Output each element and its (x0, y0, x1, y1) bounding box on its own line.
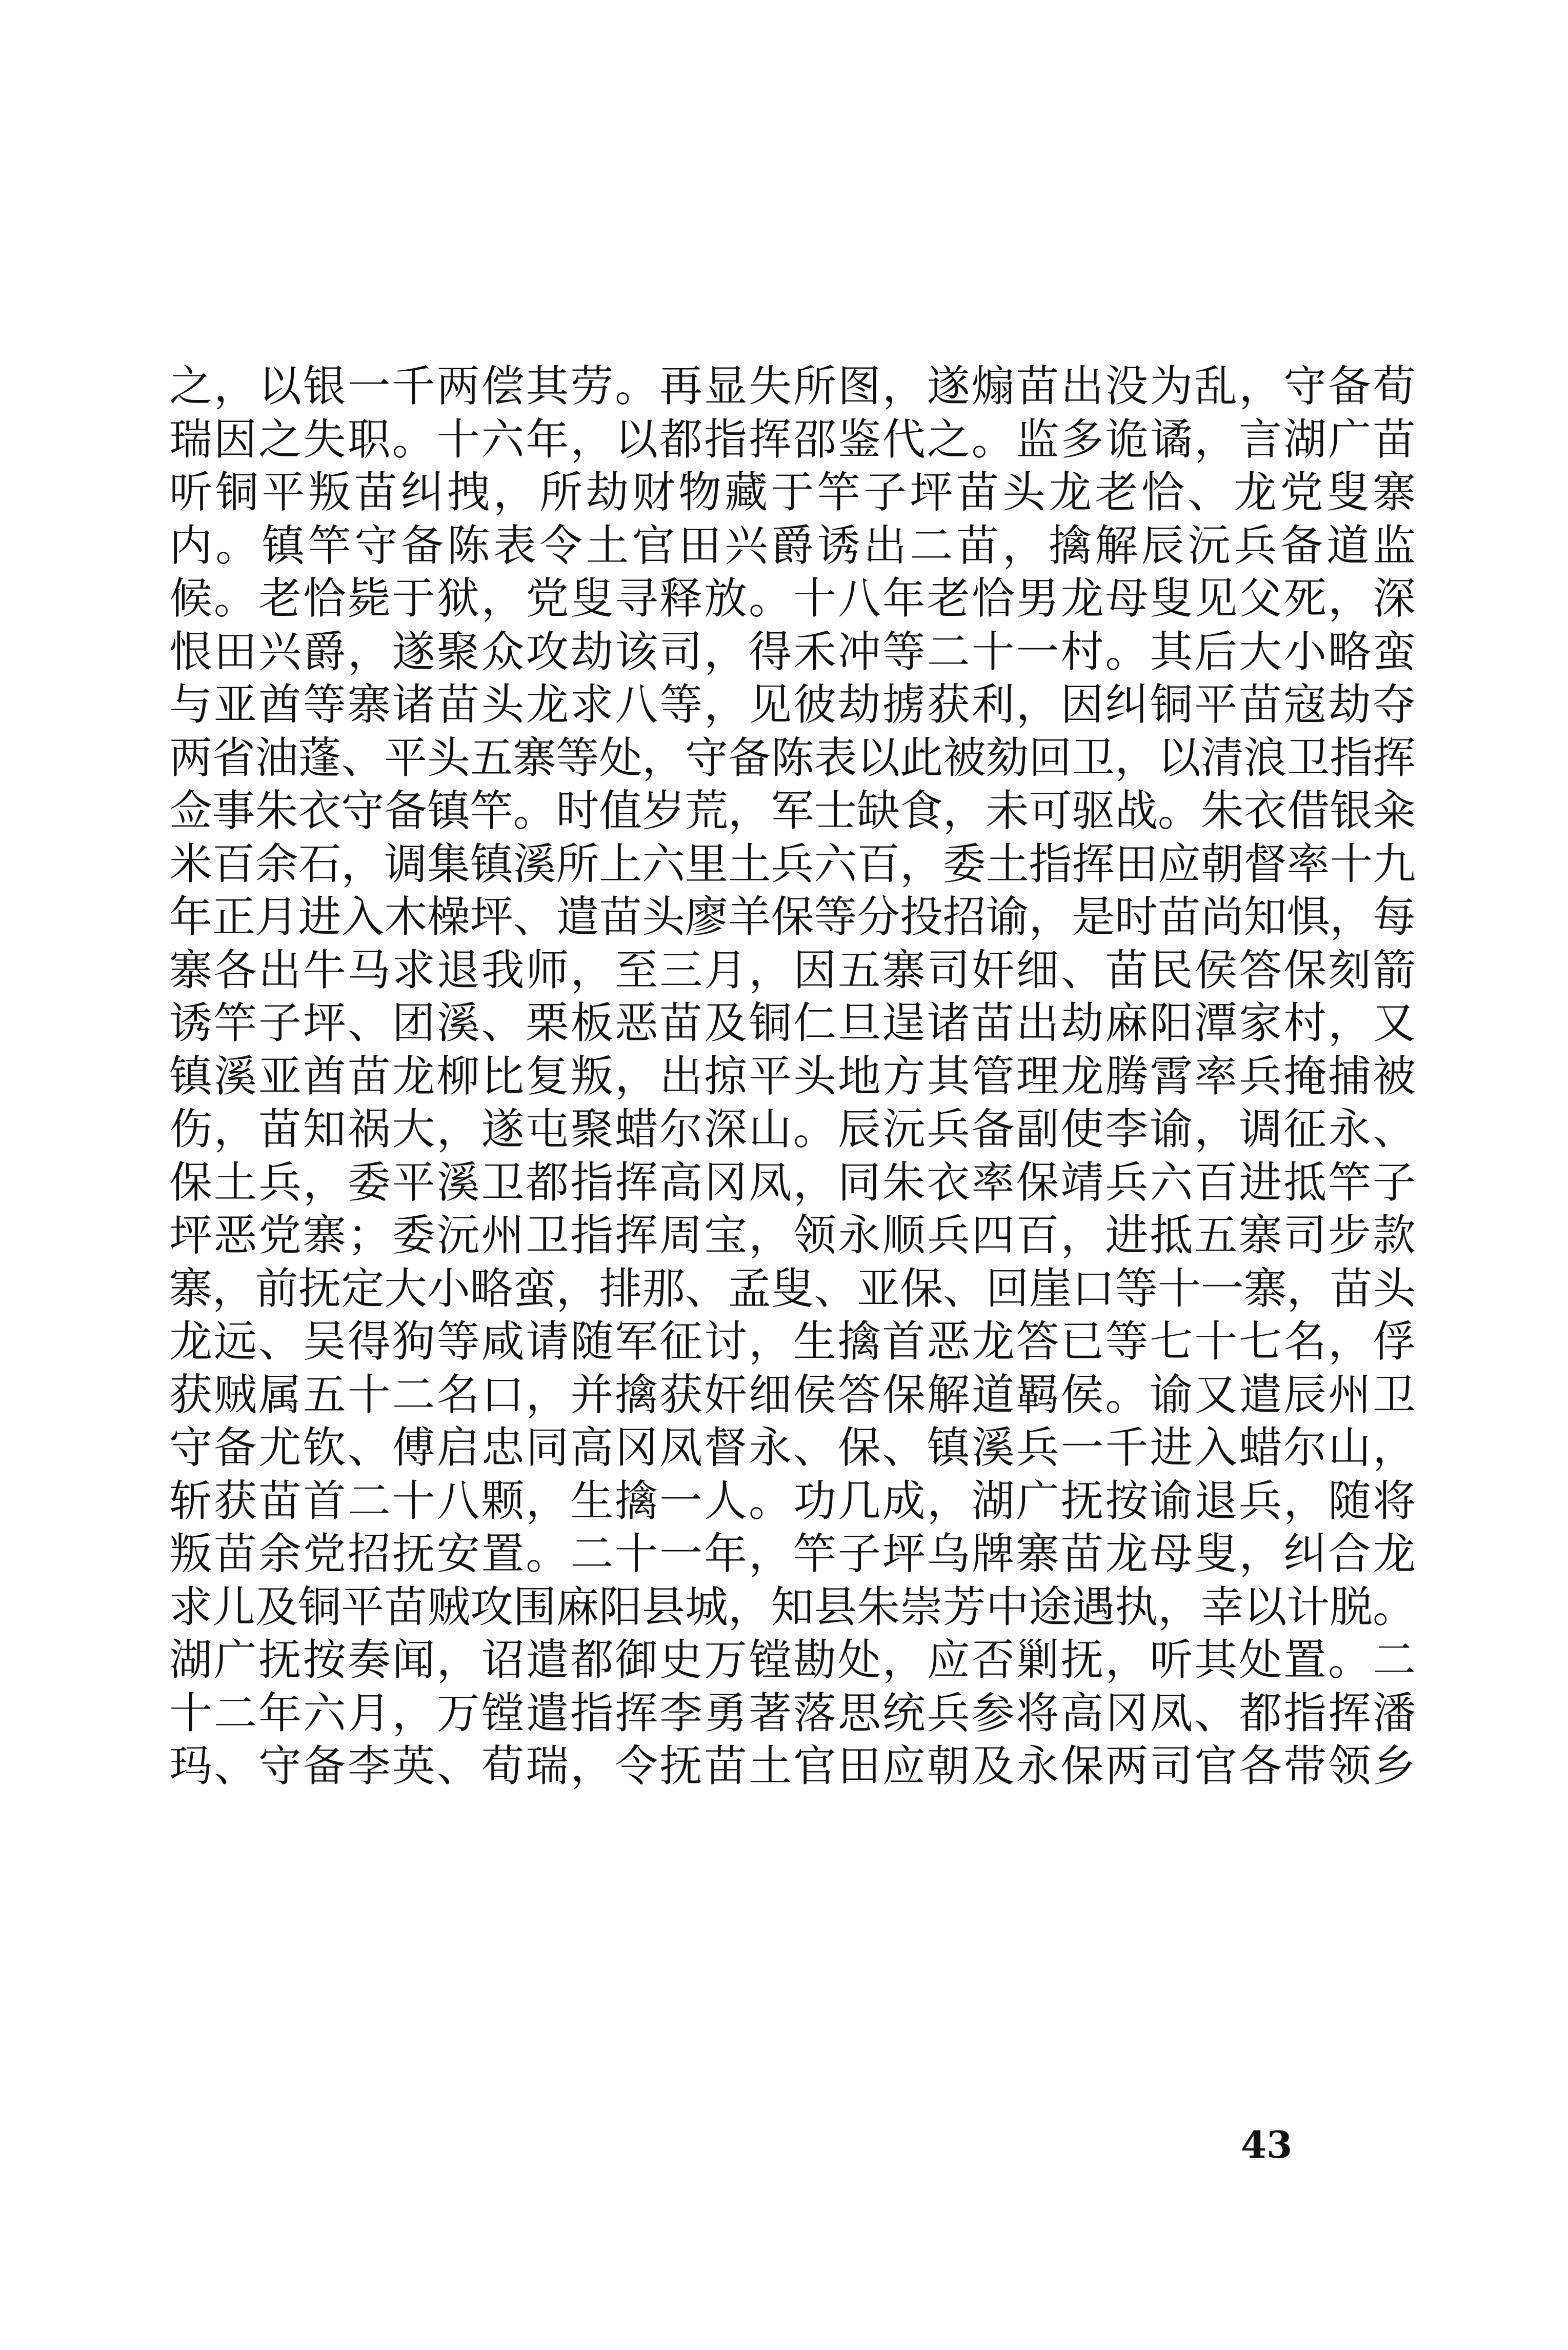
text-line: 坪恶党寨；委沅州卫指挥周宝，领永顺兵四百，进抵五寨司步款 (169, 1211, 1415, 1260)
text-line: 保土兵，委平溪卫都指挥高冈凤，同朱衣率保靖兵六百进抵竿子 (169, 1157, 1415, 1207)
text-line: 斩获苗首二十八颗，生擒一人。功几成，湖广抚按谕退兵，随将 (169, 1476, 1415, 1525)
text-line: 之，以银一千两偿其劳。再显失所图，遂煽苗出没为乱，守备荀 (169, 361, 1415, 411)
text-line: 两省油蓬、平头五寨等处，守备陈表以此被劾回卫，以清浪卫指挥 (169, 733, 1415, 782)
text-line: 瑞因之失职。十六年，以都指挥邵鉴代之。监多诡谲，言湖广苗 (169, 414, 1415, 464)
text-line: 十二年六月，万镗遣指挥李勇著落思统兵参将高冈凤、都指挥潘 (169, 1688, 1415, 1738)
text-line: 获贼属五十二名口，并擒获奸细侯答保解道羁侯。谕又遣辰州卫 (169, 1370, 1415, 1419)
text-line: 求儿及铜平苗贼攻围麻阳县城，知县朱崇芳中途遇执，幸以计脱。 (169, 1582, 1415, 1632)
text-line: 诱竿子坪、团溪、栗板恶苗及铜仁旦逞诸苗出劫麻阳潭家村，又 (169, 998, 1415, 1048)
text-line: 湖广抚按奏闻，诏遣都御史万镗勘处，应否剿抚，听其处置。二 (169, 1635, 1415, 1684)
text-line: 米百余石，调集镇溪所上六里土兵六百，委土指挥田应朝督率十九 (169, 839, 1415, 889)
text-line: 佥事朱衣守备镇竿。时值岁荒，军士缺食，未可驱战。朱衣借银籴 (169, 786, 1415, 835)
text-line: 寨各出牛马求退我师，至三月，因五寨司奸细、苗民侯答保刻箭 (169, 945, 1415, 995)
text-line: 玛、守备李英、荀瑞，令抚苗土官田应朝及永保两司官各带领乡 (169, 1741, 1415, 1791)
text-line: 龙远、吴得狗等咸请随军征讨，生擒首恶龙答已等七十七名，俘 (169, 1317, 1415, 1366)
text-line: 年正月进入木橾坪、遣苗头廖羊保等分投招谕，是时苗尚知惧，每 (169, 892, 1415, 941)
page-number: 43 (1241, 2123, 1293, 2166)
body-text (169, 361, 1415, 1795)
text-line: 候。老恰毙于狱，党叟寻释放。十八年老恰男龙母叟见父死，深 (169, 574, 1415, 623)
text-line: 恨田兴爵，遂聚众攻劫该司，得禾冲等二十一村。其后大小略蛮 (169, 627, 1415, 676)
text-line: 守备尤钦、傅启忠同高冈凤督永、保、镇溪兵一千进入蜡尔山， (169, 1423, 1415, 1472)
text-line: 内。镇竿守备陈表令土官田兴爵诱出二苗，擒解辰沅兵备道监 (169, 520, 1415, 570)
text-line: 伤，苗知祸大，遂屯聚蜡尔深山。辰沅兵备副使李谕，调征永、 (169, 1104, 1415, 1154)
text-line: 听铜平叛苗纠拽，所劫财物藏于竿子坪苗头龙老恰、龙党叟寨 (169, 468, 1415, 517)
text-line: 与亚酋等寨诸苗头龙求八等，见彼劫掳获利，因纠铜平苗寇劫夺 (169, 680, 1415, 729)
text-line: 寨，前抚定大小略蛮，排那、孟叟、亚保、回崖口等十一寨，苗头 (169, 1263, 1415, 1313)
text-line: 叛苗余党招抚安置。二十一年，竿子坪乌牌寨苗龙母叟，纠合龙 (169, 1529, 1415, 1578)
text-line: 镇溪亚酋苗龙柳比复叛，出掠平头地方其管理龙腾霄率兵掩捕被 (169, 1051, 1415, 1101)
